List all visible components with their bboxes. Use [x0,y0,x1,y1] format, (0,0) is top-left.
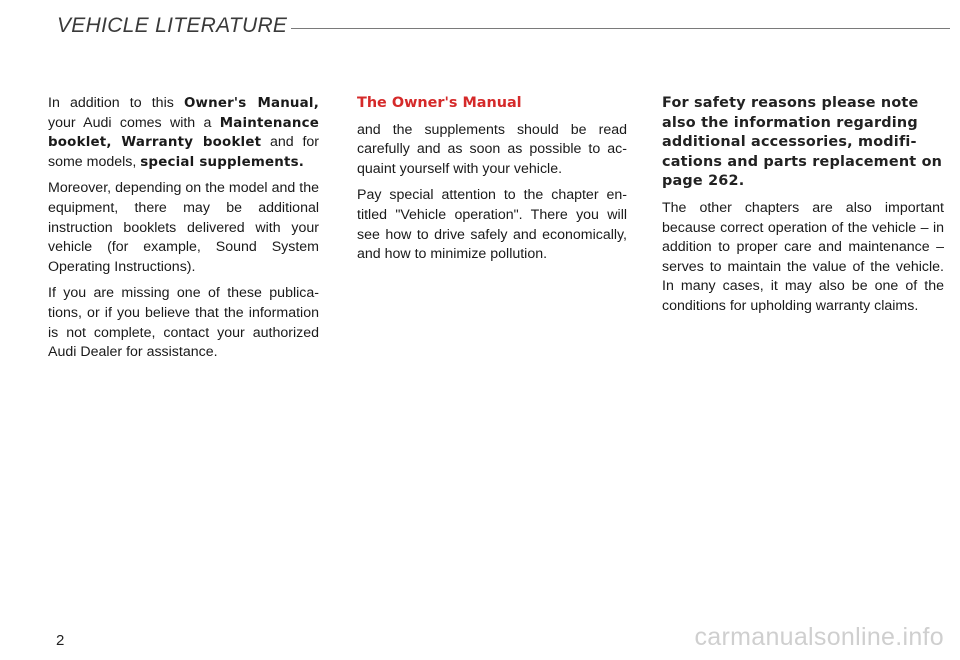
column-right [662,94,944,324]
column-middle [357,94,627,272]
vehicle-operation-paragraph: Pay special attention to the chapter entitled "Vehicle operation". There you will see how to drive safely and economically, and how to minimize pollution. [357,187,627,263]
owners-manual-term: Owner's Manual, [183,96,319,111]
read-carefully-paragraph: and the supplements should be read carefully and as soon as possible to acquaint yourself with your vehicle. [357,121,627,177]
intro-paragraph [48,94,319,172]
intro-text-c: and for some models, [48,134,319,170]
additional-booklets-paragraph: Moreover, depending on the model and the equipment, there may be additional instruction booklets delivered with your vehicle (for example, Sound System Operating Instructions). [48,180,319,275]
other-chapters-paragraph: The other chapters are also important because correct operation of the vehicle – in addition to proper care and maintenance – serves to maintain the value of the vehicle. In many cases, it may also be one of the conditions for upholding warranty claims. [662,199,944,314]
page-header [57,6,950,46]
intro-text-b: your Audi comes with a [48,114,220,131]
intro-text-a: In addition to this [48,95,184,111]
page-number: 2 [56,632,65,649]
watermark: carmanualsonline.info [694,623,944,651]
owners-manual-heading: The Owner's Manual [357,95,522,111]
booklets-term: Maintenance booklet, Warranty booklet [48,115,319,151]
missing-publications-paragraph: If you are missing one of these publications, or if you believe that the information is not complete, contact your authorized Audi Dealer for assistance. [48,285,319,361]
supplements-term: special supplements. [140,154,305,170]
safety-note-heading: For safety reasons please note also the information regarding additional accessories, modifications and parts replacement on page 262. [662,95,943,190]
header-divider [291,28,950,29]
section-title: VEHICLE LITERATURE [57,14,288,37]
column-left [48,94,319,370]
